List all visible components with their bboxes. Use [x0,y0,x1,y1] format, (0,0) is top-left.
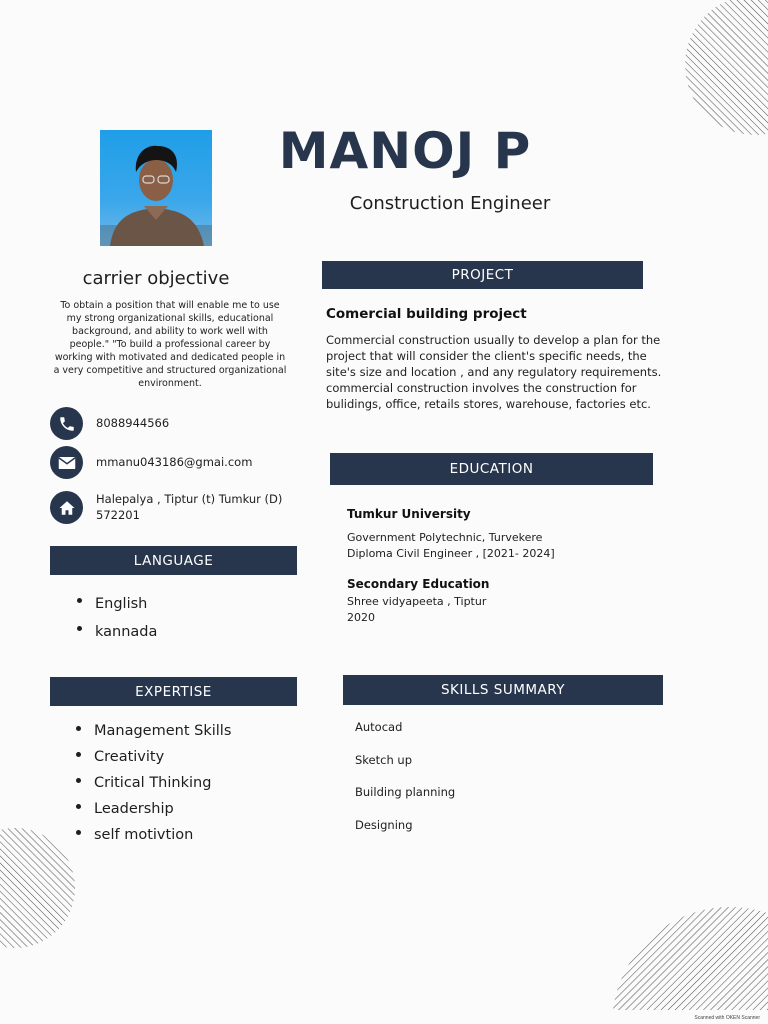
list-item: self motivtion [76,822,231,848]
skill-item: Building planning [355,785,456,799]
person-silhouette-icon [100,130,212,246]
project-name: Comercial building project [326,306,527,322]
education-line: Government Polytechnic, Turvekere [347,531,543,544]
list-item: English [77,590,157,618]
decorative-hatch-top-right [680,0,768,140]
scanner-watermark: Scanned with OKEN Scanner [694,1015,760,1021]
email-address: mmanu043186@gmai.com [96,455,253,469]
decorative-hatch-left [0,828,80,948]
project-header: PROJECT [322,261,643,289]
list-item: Leadership [76,796,231,822]
education-line: Shree vidyapeeta , Tiptur [347,595,487,608]
skill-item: Autocad [355,720,403,734]
list-item: kannada [77,618,157,646]
expertise-list [76,718,231,848]
project-line: Commercial construction usually to develop a plan for the [326,333,661,347]
address-line-1: Halepalya , Tiptur (t) Tumkur (D) [96,492,283,506]
education-line: Diploma Civil Engineer , [2021- 2024] [347,547,555,560]
project-description [326,332,686,412]
phone-number: 8088944566 [96,416,170,430]
education-heading: Secondary Education [347,577,490,591]
project-line: bulidings, office, retails stores, warehouse, factories etc. [326,397,651,411]
profile-photo [100,130,212,246]
education-header: EDUCATION [330,453,653,485]
skill-item: Sketch up [355,753,412,767]
address-line-2: 572201 [96,508,140,522]
skills-header: SKILLS SUMMARY [343,675,663,705]
project-line: site's size and location , and any regulatory requirements. [326,365,662,379]
list-item: Management Skills [76,718,231,744]
objective-title: carrier objective [82,268,230,289]
phone-icon [50,407,83,440]
expertise-header: EXPERTISE [50,677,297,706]
list-item: Critical Thinking [76,770,231,796]
list-item: Creativity [76,744,231,770]
decorative-hatch-bottom-right [610,905,768,1010]
project-line: project that will consider the client's specific needs, the [326,349,647,363]
education-heading: Tumkur University [347,507,471,521]
person-name: MANOJ P [278,122,532,180]
objective-text: To obtain a position that will enable me to use my strong organizational skills, educational background, and ability to work well with people." "To build a professional career by working with motivated and dedicated people in a very competitive and structured organizational environment. [53,300,287,389]
home-icon [50,491,83,524]
language-list [77,590,157,646]
skill-item: Designing [355,818,413,832]
education-line: 2020 [347,611,375,624]
mail-icon [50,446,83,479]
language-header: LANGUAGE [50,546,297,575]
project-line: commercial construction involves the construction for [326,381,637,395]
job-title: Construction Engineer [349,193,551,214]
